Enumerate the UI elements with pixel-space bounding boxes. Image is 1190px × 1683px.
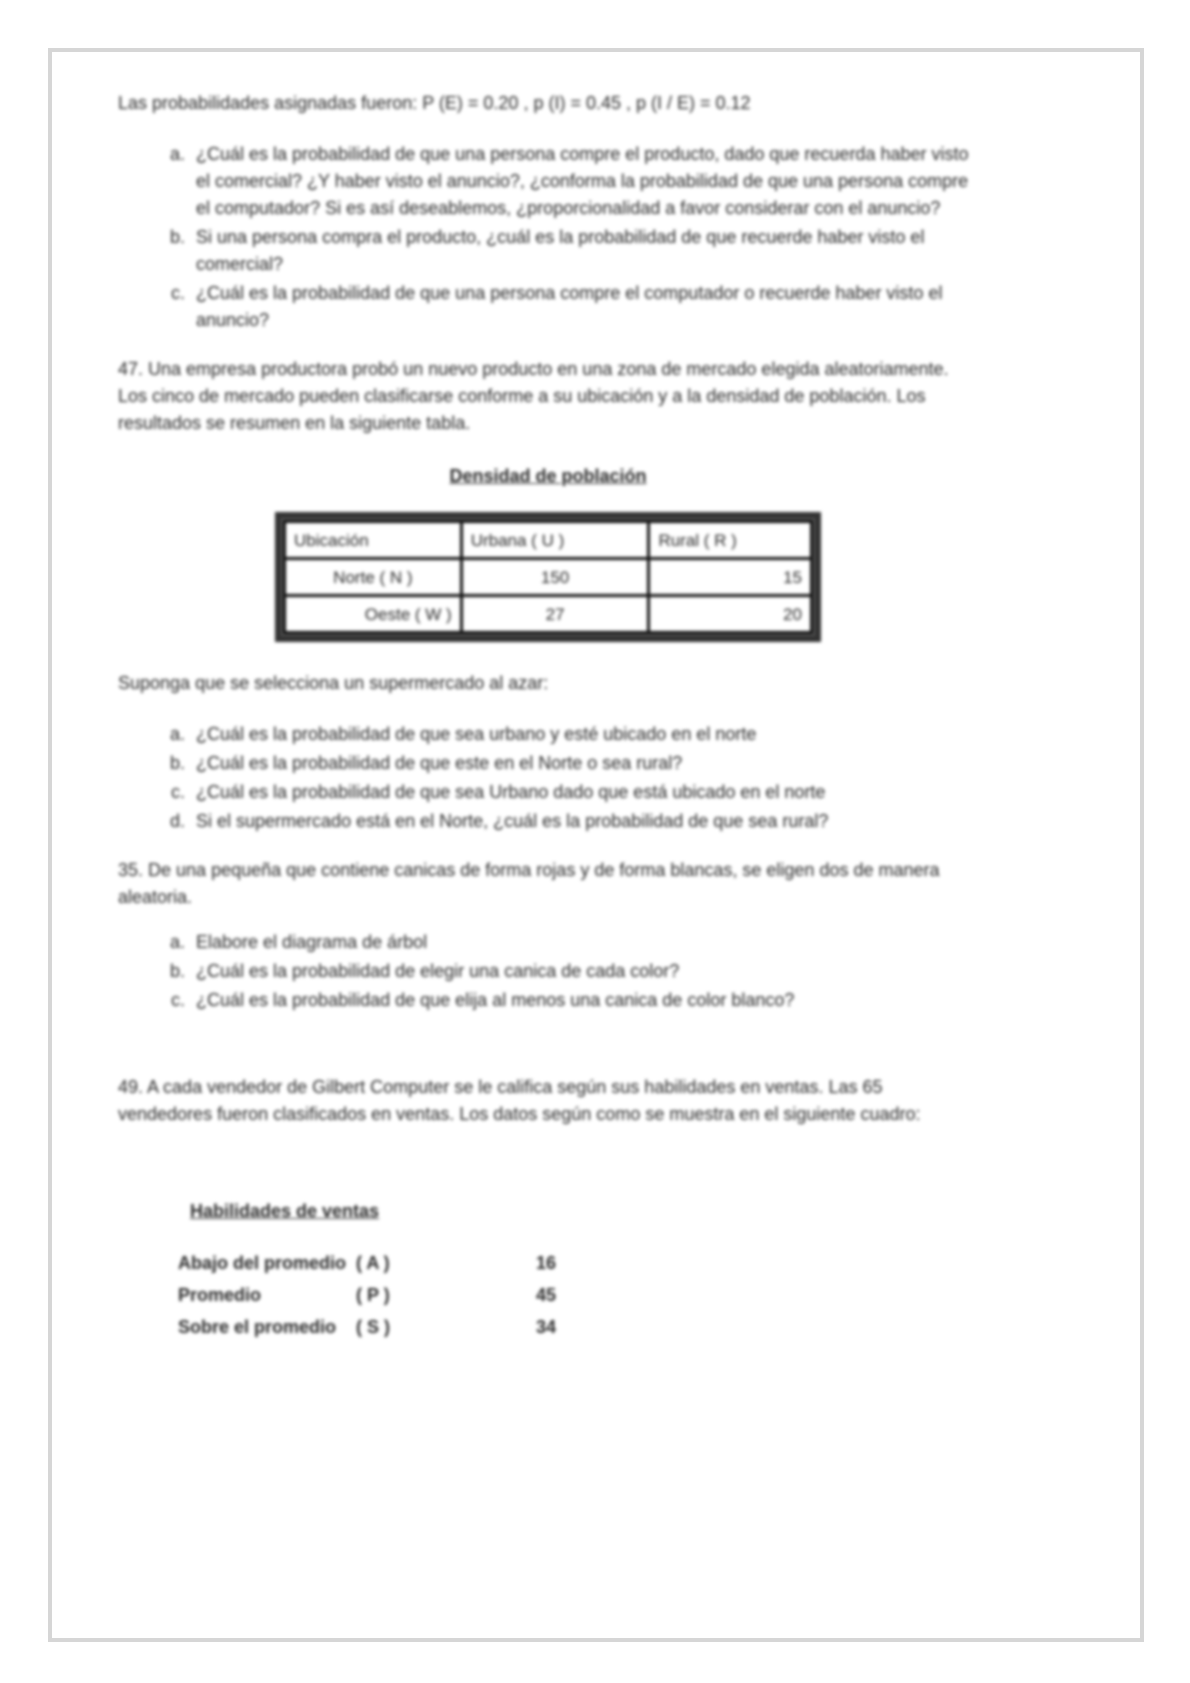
- skills-code: ( A ): [356, 1252, 390, 1273]
- question-list-3: [118, 929, 978, 1014]
- table-header-cell: Ubicación: [285, 522, 462, 559]
- table-header-cell: Urbana ( U ): [461, 522, 649, 559]
- intro-paragraph: Las probabilidades asignadas fueron: P (E) = 0.20 , p (I) = 0.45 , p (I / E) = 0.12: [118, 93, 751, 113]
- problem-35-text: 35. De una pequeña que contiene canicas de forma rojas y de forma blancas, se eligen dos de manera aleatoria.: [118, 860, 940, 907]
- question-list-1: [118, 141, 978, 334]
- table-header-cell: Rural ( R ): [649, 522, 812, 559]
- table-header-row: [285, 522, 812, 559]
- skills-value: 34: [535, 1316, 557, 1337]
- table-cell: Norte ( N ): [285, 559, 462, 596]
- list-item: a. ¿Cuál es la probabilidad de que sea urbano y esté ubicado en el norte: [190, 721, 978, 748]
- list-item: c. ¿Cuál es la probabilidad de que una persona compre el computador o recuerde haber visto el anuncio?: [190, 280, 978, 334]
- list-item: b. Si una persona compra el producto, ¿cuál es la probabilidad de que recuerde haber visto el comercial?: [190, 224, 978, 278]
- problem-47-text: 47. Una empresa productora probó un nuevo producto en una zona de mercado elegida aleatoriamente. Los cinco de mercado pueden clasificarse conforme a su ubicación y a la densidad de población. Los resultados se resumen en la siguiente tabla.: [118, 359, 949, 433]
- skills-code: ( P ): [356, 1284, 390, 1305]
- data-table-frame: [275, 512, 821, 642]
- skills-label: Abajo del promedio: [178, 1252, 347, 1273]
- list-item: d. Si el supermercado está en el Norte, ¿cuál es la probabilidad de que sea rural?: [190, 808, 978, 835]
- table-row: [285, 596, 812, 633]
- skills-title: Habilidades de ventas: [190, 1201, 380, 1221]
- problem-47-prompt: Suponga que se selecciona un supermercado al azar:: [118, 673, 549, 693]
- skills-row: [178, 1311, 566, 1343]
- skills-table: [178, 1247, 566, 1343]
- list-item: a. ¿Cuál es la probabilidad de que una persona compre el producto, dado que recuerda haber visto el comercial? ¿Y haber visto el anuncio?, ¿conforma la probabilidad de que una persona compre el computador? Si es así deseablemos, ¿proporcionalidad a favor considerar con el anuncio?: [190, 141, 978, 222]
- list-item: b. ¿Cuál es la probabilidad de que este en el Norte o sea rural?: [190, 750, 978, 777]
- question-list-2: [118, 721, 978, 835]
- list-item: c. ¿Cuál es la probabilidad de que elija al menos una canica de color blanco?: [190, 987, 978, 1014]
- table-row: [285, 559, 812, 596]
- skills-row: [178, 1279, 566, 1311]
- table-cell: 27: [461, 596, 649, 633]
- table-cell: Oeste ( W ): [285, 596, 462, 633]
- skills-label: Promedio: [178, 1284, 262, 1305]
- problem-49-text: 49. A cada vendedor de Gilbert Computer se le califica según sus habilidades en ventas. Las 65 vendedores fueron clasificados en ventas. Los datos según como se muestra en el siguiente cuadro:: [118, 1077, 921, 1124]
- document-body: [118, 90, 978, 1343]
- data-table: [283, 520, 813, 634]
- table-cell: 20: [649, 596, 812, 633]
- skills-row: [178, 1247, 566, 1279]
- list-item: a. Elabore el diagrama de árbol: [190, 929, 978, 956]
- skills-value: 16: [535, 1252, 557, 1273]
- table-title: Densidad de población: [449, 466, 647, 486]
- table-cell: 150: [461, 559, 649, 596]
- table-cell: 15: [649, 559, 812, 596]
- list-item: c. ¿Cuál es la probabilidad de que sea Urbano dado que está ubicado en el norte: [190, 779, 978, 806]
- skills-value: 45: [535, 1284, 557, 1305]
- list-item: b. ¿Cuál es la probabilidad de elegir una canica de cada color?: [190, 958, 978, 985]
- skills-label: Sobre el promedio: [178, 1316, 337, 1337]
- skills-code: ( S ): [356, 1316, 391, 1337]
